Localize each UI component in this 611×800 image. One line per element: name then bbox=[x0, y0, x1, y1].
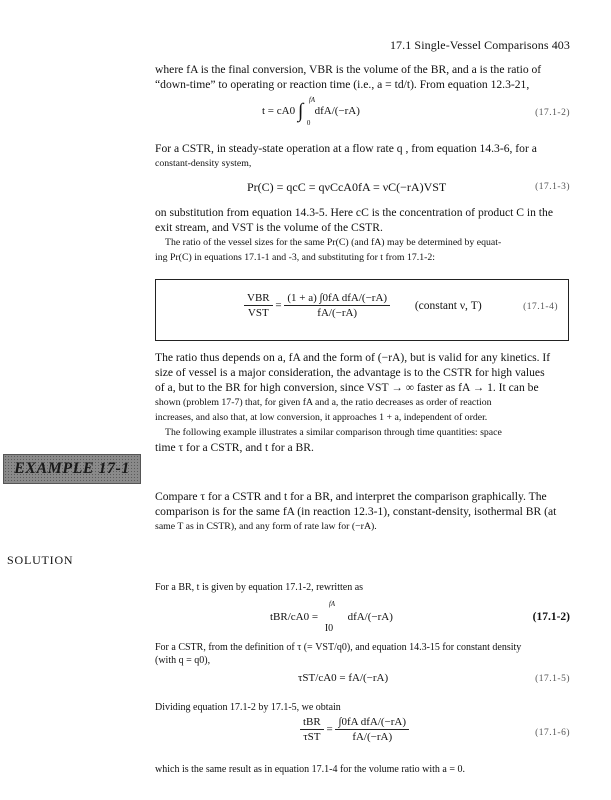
equation-body: $\frac{\text{VBR}}{\text{VST}}$ = $\frac{\text{(1 + a) ∫0fA dfA/(−rA)}}{fA/(-rA)}$ (constant ν, T) bbox=[244, 292, 482, 319]
equation-17-1-6: $\frac{\text{tBR}}{\text{τST}}$ = $\frac{\text{∫0fA dfA/(−rA)}}{fA/(-rA)}$ bbox=[300, 716, 409, 743]
denominator: fA/(−rA) bbox=[352, 731, 393, 743]
equation-number: (17.1-4) bbox=[523, 302, 558, 312]
upper-limit: fA bbox=[328, 600, 336, 608]
text-line: The ratio thus depends on a, fA and the form of (−rA), but is valid for any kinetics. If bbox=[155, 351, 551, 364]
integral-limits bbox=[321, 602, 345, 632]
ratio-paragraph bbox=[155, 350, 570, 455]
example-paragraph bbox=[155, 489, 570, 534]
numerator: tBR bbox=[300, 716, 324, 730]
equation-number: (17.1-2) bbox=[535, 108, 570, 118]
upper-limit: fA bbox=[308, 96, 316, 104]
eq-integrand: dfA/(−rA) bbox=[347, 611, 393, 623]
equation-number: (17.1-5) bbox=[535, 674, 570, 684]
intro-paragraph bbox=[155, 62, 570, 92]
numerator: ∫0fA dfA/(−rA) bbox=[335, 716, 409, 730]
numerator: (1 + a) ∫0fA dfA/(−rA) bbox=[284, 292, 390, 306]
dividing-text: Dividing equation 17.1-2 by 17.1-5, we obtain bbox=[155, 702, 341, 713]
equation-17-1-2-rewritten bbox=[270, 602, 393, 632]
text-line: (with q = q0), bbox=[155, 655, 211, 666]
page-header: 17.1 Single-Vessel Comparisons 403 bbox=[389, 38, 570, 52]
text-line: comparison is for the same fA (in reaction 12.3-1), constant-density, isothermal BR (at bbox=[155, 505, 557, 518]
text-line: For a CSTR, from the definition of τ (= VST/q0), and equation 14.3-15 for constant density bbox=[155, 642, 522, 653]
text-line: exit stream, and VST is the volume of the CSTR. bbox=[155, 221, 383, 234]
fraction-rhs bbox=[284, 292, 390, 319]
text-line: increases, and also that, at low conversion, it approaches 1 + a, independent of order. bbox=[155, 412, 488, 423]
fraction-lhs bbox=[244, 292, 273, 319]
text-line: constant-density system, bbox=[155, 158, 252, 169]
numerator: VBR bbox=[244, 292, 273, 306]
integral-sign: ∫ fA 0 bbox=[297, 96, 316, 127]
text-line: The ratio of the vessel sizes for the same Pr(C) (and fA) may be determined by equat- bbox=[165, 237, 502, 248]
equation-17-1-5: τST/cA0 = fA/(−rA) bbox=[298, 672, 389, 684]
boxed-equation-17-1-4 bbox=[155, 279, 569, 341]
substitution-paragraph bbox=[155, 205, 570, 265]
text-line: where fA is the final conversion, VBR is the volume of the BR, and a is the ratio of bbox=[155, 63, 542, 76]
text-line: ing Pr(C) in equations 17.1-1 and -3, and substituting for t from 17.1-2: bbox=[155, 252, 435, 263]
fraction-rhs bbox=[335, 716, 409, 743]
solution-label: SOLUTION bbox=[7, 553, 74, 567]
text-line: Compare τ for a CSTR and t for a BR, and interpret the comparison graphically. The bbox=[155, 490, 547, 503]
eq-integrand: dfA/(−rA) bbox=[314, 105, 360, 118]
solution-intro: For a BR, t is given by equation 17.1-2, rewritten as bbox=[155, 582, 364, 593]
text-line: same T as in CSTR), and any form of rate law for (−rA). bbox=[155, 521, 377, 532]
equation-number: (17.1-6) bbox=[535, 728, 570, 738]
equation-number: (17.1-3) bbox=[535, 182, 570, 192]
eq-lhs: t = cA0 bbox=[262, 105, 296, 118]
denominator: τST bbox=[303, 731, 321, 743]
equation-17-1-2-first bbox=[262, 96, 360, 127]
lower-limit: I0 bbox=[324, 623, 334, 634]
condition: (constant ν, T) bbox=[414, 299, 482, 312]
denominator: fA/(−rA) bbox=[317, 307, 358, 319]
equation-number: (17.1-2) bbox=[532, 611, 570, 623]
example-banner-label: EXAMPLE 17-1 bbox=[14, 460, 130, 477]
cstr-definition-paragraph bbox=[155, 641, 570, 667]
equation-17-1-3: Pr(C) = qcC = qνCcA0fA = νC(−rA)VST bbox=[247, 180, 447, 194]
text-line: For a CSTR, in steady-state operation at a flow rate q , from equation 14.3-6, for a bbox=[155, 142, 537, 155]
eq-lhs: tBR/cA0 = bbox=[270, 611, 319, 623]
fraction-lhs bbox=[300, 716, 324, 743]
text-line: “down-time” to operating or reaction time (i.e., a = td/t). From equation 12.3-21, bbox=[155, 78, 530, 91]
closing-sentence: which is the same result as in equation 17.1-4 for the volume ratio with a = 0. bbox=[155, 764, 466, 775]
text-line: shown (problem 17-7) that, for given fA and a, the ratio decreases as order of reaction bbox=[155, 397, 492, 408]
text-line: on substitution from equation 14.3-5. Here cC is the concentration of product C in the bbox=[155, 206, 553, 219]
denominator: VST bbox=[247, 307, 269, 319]
text-line: of a, but to the BR for high conversion, since VST → ∞ faster as fA → 1. It can be bbox=[155, 381, 539, 394]
cstr-paragraph bbox=[155, 141, 570, 171]
text-line: The following example illustrates a similar comparison through time quantities: space bbox=[165, 427, 502, 438]
example-banner bbox=[3, 454, 141, 484]
lower-limit: 0 bbox=[306, 119, 311, 127]
text-line: size of vessel is a major consideration, the advantage is to the CSTR for high values bbox=[155, 366, 545, 379]
text-line: time τ for a CSTR, and t for a BR. bbox=[155, 441, 314, 454]
